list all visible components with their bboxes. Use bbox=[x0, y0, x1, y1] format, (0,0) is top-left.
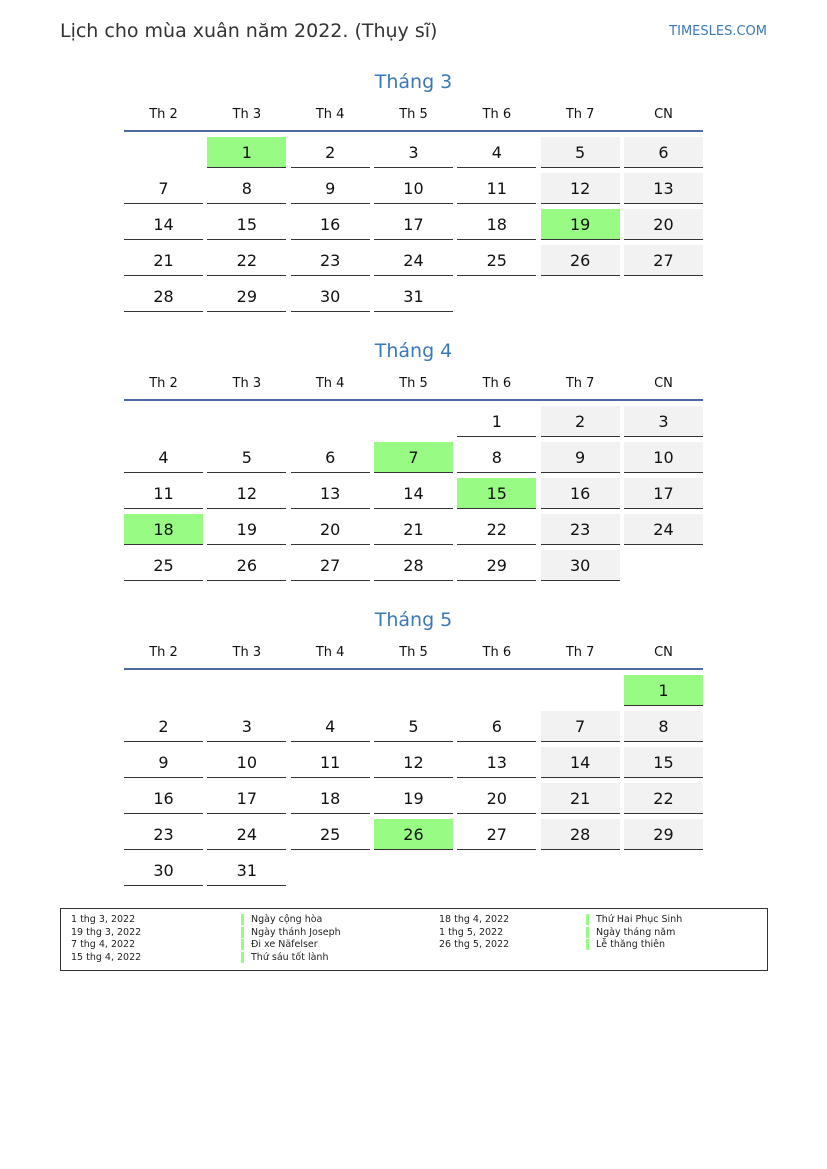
weekday-label: Th 4 bbox=[315, 376, 345, 391]
holiday-legend bbox=[60, 908, 768, 971]
day-cell: 4 bbox=[291, 711, 370, 742]
day-cell: 3 bbox=[207, 711, 286, 742]
legend-holiday-name: Ngày tháng năm bbox=[586, 927, 675, 938]
legend-date: 18 thg 4, 2022 bbox=[439, 914, 510, 925]
day-cell: 11 bbox=[291, 747, 370, 778]
day-cell: 30 bbox=[291, 281, 370, 312]
empty-cell bbox=[374, 406, 453, 437]
day-cell: 22 bbox=[207, 245, 286, 276]
day-cell: 31 bbox=[374, 281, 453, 312]
weekday-label: Th 5 bbox=[399, 376, 428, 391]
day-cell: 2 bbox=[541, 406, 620, 437]
day-cell: 10 bbox=[624, 442, 703, 473]
month-april bbox=[124, 337, 703, 586]
weekday-label: CN bbox=[654, 107, 673, 122]
day-cell: 23 bbox=[124, 819, 203, 850]
weekday-label: Th 7 bbox=[565, 376, 595, 391]
holiday-day-cell: 1 bbox=[207, 137, 286, 168]
day-cell: 11 bbox=[457, 173, 536, 204]
day-cell: 7 bbox=[124, 173, 203, 204]
day-cell: 4 bbox=[124, 442, 203, 473]
day-cell: 17 bbox=[374, 209, 453, 240]
weekday-label: Th 4 bbox=[315, 645, 345, 660]
legend-holiday-name: Thứ Hai Phục Sinh bbox=[586, 914, 682, 925]
day-cell: 12 bbox=[541, 173, 620, 204]
month-title: Tháng 3 bbox=[374, 71, 453, 93]
day-cell: 9 bbox=[291, 173, 370, 204]
weekday-label: Th 3 bbox=[232, 107, 262, 122]
day-cell: 3 bbox=[624, 406, 703, 437]
weekday-header bbox=[124, 365, 703, 396]
day-grid bbox=[124, 137, 703, 317]
day-cell: 18 bbox=[457, 209, 536, 240]
empty-cell bbox=[124, 406, 203, 437]
empty-cell bbox=[207, 675, 286, 706]
day-cell: 28 bbox=[374, 550, 453, 581]
day-cell: 21 bbox=[374, 514, 453, 545]
day-cell: 13 bbox=[291, 478, 370, 509]
day-cell: 18 bbox=[291, 783, 370, 814]
day-cell: 11 bbox=[124, 478, 203, 509]
weekday-label: Th 5 bbox=[399, 645, 428, 660]
weekday-label: Th 7 bbox=[565, 107, 595, 122]
day-cell: 26 bbox=[541, 245, 620, 276]
day-cell: 26 bbox=[207, 550, 286, 581]
weekday-label: Th 6 bbox=[482, 376, 512, 391]
day-cell: 8 bbox=[457, 442, 536, 473]
day-cell: 17 bbox=[207, 783, 286, 814]
legend-date: 19 thg 3, 2022 bbox=[71, 927, 142, 938]
day-cell: 24 bbox=[624, 514, 703, 545]
weekday-label: Th 5 bbox=[399, 107, 428, 122]
day-cell: 24 bbox=[374, 245, 453, 276]
day-cell: 30 bbox=[124, 855, 203, 886]
day-cell: 29 bbox=[457, 550, 536, 581]
day-cell: 9 bbox=[124, 747, 203, 778]
page-title: Lịch cho mùa xuân năm 2022. (Thụy sĩ) bbox=[60, 20, 438, 42]
day-cell: 3 bbox=[374, 137, 453, 168]
weekday-label: Th 4 bbox=[315, 107, 345, 122]
day-cell: 16 bbox=[541, 478, 620, 509]
day-cell: 1 bbox=[457, 406, 536, 437]
day-cell: 25 bbox=[291, 819, 370, 850]
legend-holiday-name: Thứ sáu tốt lành bbox=[241, 952, 328, 963]
empty-cell bbox=[374, 675, 453, 706]
day-cell: 30 bbox=[541, 550, 620, 581]
day-cell: 2 bbox=[291, 137, 370, 168]
day-cell: 27 bbox=[624, 245, 703, 276]
empty-cell bbox=[124, 137, 203, 168]
day-cell: 19 bbox=[374, 783, 453, 814]
legend-date: 1 thg 5, 2022 bbox=[439, 927, 504, 938]
site-link[interactable]: TIMESLES.COM bbox=[669, 24, 767, 39]
holiday-day-cell: 19 bbox=[541, 209, 620, 240]
day-cell: 5 bbox=[541, 137, 620, 168]
day-cell: 10 bbox=[374, 173, 453, 204]
legend-holiday-name: Đi xe Näfelser bbox=[241, 939, 318, 950]
legend-date: 26 thg 5, 2022 bbox=[439, 939, 510, 950]
holiday-day-cell: 15 bbox=[457, 478, 536, 509]
day-cell: 14 bbox=[541, 747, 620, 778]
day-cell: 15 bbox=[624, 747, 703, 778]
empty-cell bbox=[207, 406, 286, 437]
day-cell: 25 bbox=[124, 550, 203, 581]
day-cell: 23 bbox=[541, 514, 620, 545]
day-cell: 7 bbox=[541, 711, 620, 742]
empty-cell bbox=[457, 675, 536, 706]
day-cell: 4 bbox=[457, 137, 536, 168]
day-cell: 14 bbox=[374, 478, 453, 509]
header-divider bbox=[124, 130, 703, 132]
weekday-label: Th 6 bbox=[482, 107, 512, 122]
weekday-label: Th 2 bbox=[149, 107, 178, 122]
weekday-header bbox=[124, 96, 703, 127]
legend-date: 1 thg 3, 2022 bbox=[71, 914, 136, 925]
weekday-label: CN bbox=[654, 376, 673, 391]
day-cell: 23 bbox=[291, 245, 370, 276]
weekday-label: Th 6 bbox=[482, 645, 512, 660]
day-cell: 6 bbox=[457, 711, 536, 742]
legend-holiday-name: Lễ thăng thiên bbox=[586, 939, 665, 950]
day-grid bbox=[124, 675, 703, 891]
legend-holiday-name: Ngày thánh Joseph bbox=[241, 927, 341, 938]
day-cell: 27 bbox=[457, 819, 536, 850]
day-cell: 12 bbox=[207, 478, 286, 509]
day-cell: 20 bbox=[457, 783, 536, 814]
weekday-label: Th 3 bbox=[232, 376, 262, 391]
empty-cell bbox=[291, 675, 370, 706]
holiday-day-cell: 7 bbox=[374, 442, 453, 473]
day-cell: 5 bbox=[207, 442, 286, 473]
day-cell: 22 bbox=[457, 514, 536, 545]
day-cell: 20 bbox=[291, 514, 370, 545]
month-title: Tháng 4 bbox=[374, 340, 453, 362]
day-cell: 8 bbox=[624, 711, 703, 742]
day-cell: 19 bbox=[207, 514, 286, 545]
day-cell: 17 bbox=[624, 478, 703, 509]
weekday-label: Th 2 bbox=[149, 645, 178, 660]
day-cell: 6 bbox=[291, 442, 370, 473]
day-cell: 20 bbox=[624, 209, 703, 240]
day-cell: 24 bbox=[207, 819, 286, 850]
legend-holiday-name: Ngày cộng hòa bbox=[241, 914, 322, 925]
day-cell: 29 bbox=[624, 819, 703, 850]
day-cell: 6 bbox=[624, 137, 703, 168]
month-march bbox=[124, 68, 703, 317]
holiday-day-cell: 18 bbox=[124, 514, 203, 545]
weekday-header bbox=[124, 634, 703, 665]
month-title: Tháng 5 bbox=[374, 609, 453, 631]
day-cell: 10 bbox=[207, 747, 286, 778]
holiday-day-cell: 26 bbox=[374, 819, 453, 850]
day-cell: 9 bbox=[541, 442, 620, 473]
day-cell: 12 bbox=[374, 747, 453, 778]
day-cell: 15 bbox=[207, 209, 286, 240]
legend-date: 15 thg 4, 2022 bbox=[71, 952, 142, 963]
day-cell: 21 bbox=[541, 783, 620, 814]
day-cell: 29 bbox=[207, 281, 286, 312]
header-divider bbox=[124, 399, 703, 401]
legend-date: 7 thg 4, 2022 bbox=[71, 939, 136, 950]
header-divider bbox=[124, 668, 703, 670]
day-cell: 16 bbox=[291, 209, 370, 240]
day-cell: 16 bbox=[124, 783, 203, 814]
empty-cell bbox=[291, 406, 370, 437]
weekday-label: Th 3 bbox=[232, 645, 262, 660]
month-may bbox=[124, 606, 703, 891]
day-cell: 8 bbox=[207, 173, 286, 204]
day-cell: 14 bbox=[124, 209, 203, 240]
day-cell: 27 bbox=[291, 550, 370, 581]
day-cell: 2 bbox=[124, 711, 203, 742]
day-cell: 13 bbox=[624, 173, 703, 204]
empty-cell bbox=[541, 675, 620, 706]
day-cell: 31 bbox=[207, 855, 286, 886]
weekday-label: Th 7 bbox=[565, 645, 595, 660]
day-cell: 13 bbox=[457, 747, 536, 778]
holiday-day-cell: 1 bbox=[624, 675, 703, 706]
weekday-label: CN bbox=[654, 645, 673, 660]
day-cell: 5 bbox=[374, 711, 453, 742]
day-cell: 25 bbox=[457, 245, 536, 276]
day-cell: 28 bbox=[124, 281, 203, 312]
day-cell: 22 bbox=[624, 783, 703, 814]
day-grid bbox=[124, 406, 703, 586]
day-cell: 28 bbox=[541, 819, 620, 850]
day-cell: 21 bbox=[124, 245, 203, 276]
empty-cell bbox=[124, 675, 203, 706]
weekday-label: Th 2 bbox=[149, 376, 178, 391]
